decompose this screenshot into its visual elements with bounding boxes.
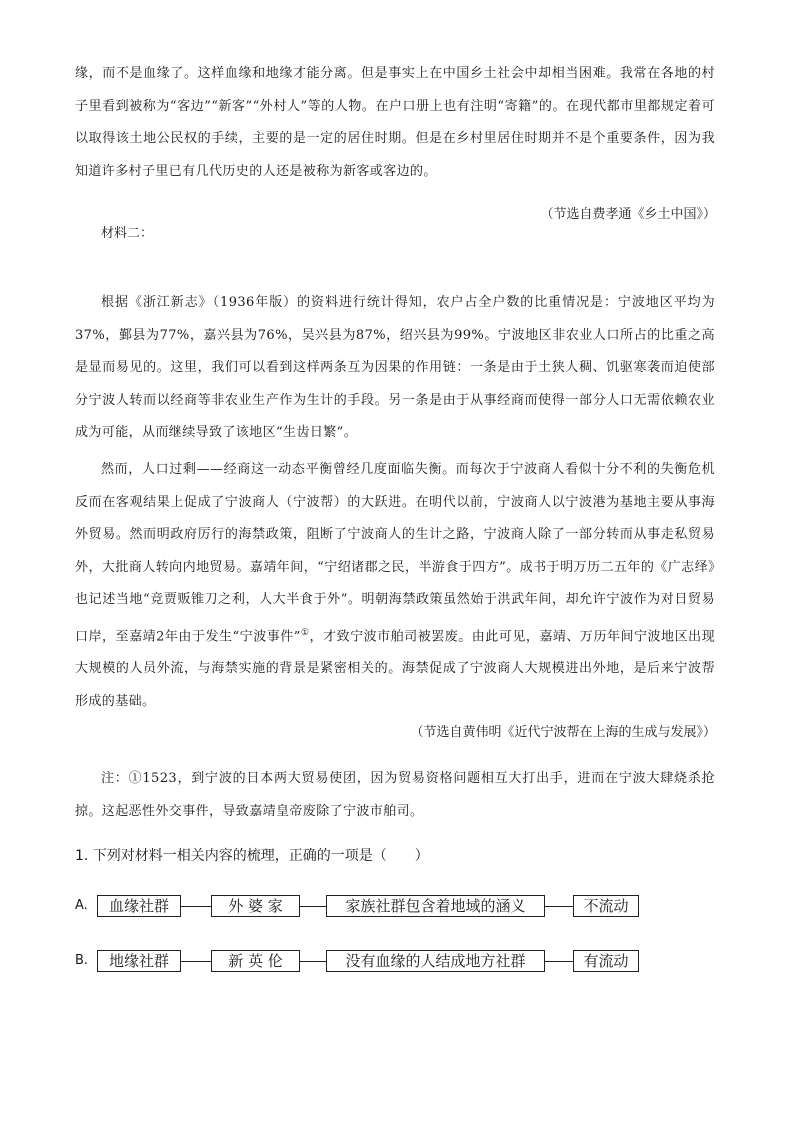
footnote: 注：①1523，到宁波的日本两大贸易使团，因为贸易资格问题相互大打出手，进而在宁波大肆烧杀抢掠。这起恶性外交事件，导致嘉靖皇帝废除了宁波市舶司。: [75, 771, 715, 819]
option-a-box-2: 外 婆 家: [211, 895, 300, 917]
material2-paragraph-2: [75, 454, 715, 718]
connector-line: [298, 961, 326, 962]
connector-line: [543, 906, 573, 907]
option-b-box-3: 没有血缘的人结成地方社群: [326, 950, 545, 972]
material2-paragraph-2-part-b: ，才致宁波市舶司被罢废。由此可见，嘉靖、万历年间宁波地区出现大规模的人员外流，与海禁实施的背景是紧密相关的。海禁促成了宁波商人大规模进出外地，是后来宁波帮形成的基础。: [75, 628, 716, 709]
option-b[interactable]: [75, 950, 645, 974]
option-b-letter: B.: [75, 953, 89, 968]
option-b-box-4: 有流动: [573, 950, 639, 972]
connector-line: [179, 961, 211, 962]
material2-label: 材料二：: [101, 226, 154, 241]
option-a-box-1: 血缘社群: [97, 895, 181, 917]
option-a-box-4: 不流动: [573, 895, 639, 917]
footnote-marker: ①: [300, 627, 310, 638]
option-a-letter: A.: [75, 898, 88, 913]
connector-line: [298, 906, 326, 907]
material2-paragraph-1: 根据《浙江新志》（1936年版）的资料进行统计得知，农户占全户数的比重情况是：宁波地区平均为37%，鄞县为77%，嘉兴县为76%，吴兴县为87%，绍兴县为99%。宁波地区非农业人口所占的比重之高是显而易见的。这里，我们可以看到这样两条互为因果的作用链：一条是由于土狭人稠、饥驱寒袭而迫使部分宁波人转而以经商等非农业生产作为生计的手段。另一条是由于从事经商而使得一部分人口无需依赖农业成为可能，从而继续导致了该地区“生齿日繁”。: [75, 295, 715, 440]
option-b-box-1: 地缘社群: [97, 950, 181, 972]
option-b-box-2: 新 英 伦: [211, 950, 300, 972]
material1-paragraph: 缘，而不是血缘了。这样血缘和地缘才能分离。但是事实上在中国乡土社会中却相当困难。我常在各地的村子里看到被称为“客边”“新客”“外村人”等的人物。在户口册上也有注明“寄籍”的。在现代都市里都规定着可以取得该土地公民权的手续，主要的是一定的居住时期。但是在乡村里居住时期并不是个重要条件，因为我知道许多村子里已有几代历史的人还是被称为新客或客边的。: [75, 66, 715, 179]
option-a-box-3: 家族社群包含着地域的涵义: [326, 895, 545, 917]
material2-paragraph-2-part-a: 然而，人口过剩——经商这一动态平衡曾经几度面临失衡。而每次于宁波商人看似十分不利的失衡危机反而在客观结果上促成了宁波商人（宁波帮）的大跃进。在明代以前，宁波商人以宁波港为基地主要从事海外贸易。然而明政府厉行的海禁政策，阻断了宁波商人的生计之路，宁波商人除了一部分转而从事走私贸易外，大批商人转向内地贸易。嘉靖年间，“宁绍诸郡之民，半游食于四方”。成书于明万历二五年的《广志绎》也记述当地“竞贾贩锥刀之利，人大半食于外”。明朝海禁政策虽然始于洪武年间，却允许宁波作为对日贸易口岸，至嘉靖2年由于发生“宁波事件”: [75, 462, 715, 644]
question-1: 1. 下列对材料一相关内容的梳理，正确的一项是（ ）: [75, 848, 429, 864]
option-a[interactable]: [75, 895, 645, 919]
material1-source: （节选自费孝通《乡土中国》）: [540, 207, 716, 222]
connector-line: [179, 906, 211, 907]
connector-line: [543, 961, 573, 962]
material2-source: （节选自黄伟明《近代宁波帮在上海的生成与发展》）: [410, 725, 716, 740]
